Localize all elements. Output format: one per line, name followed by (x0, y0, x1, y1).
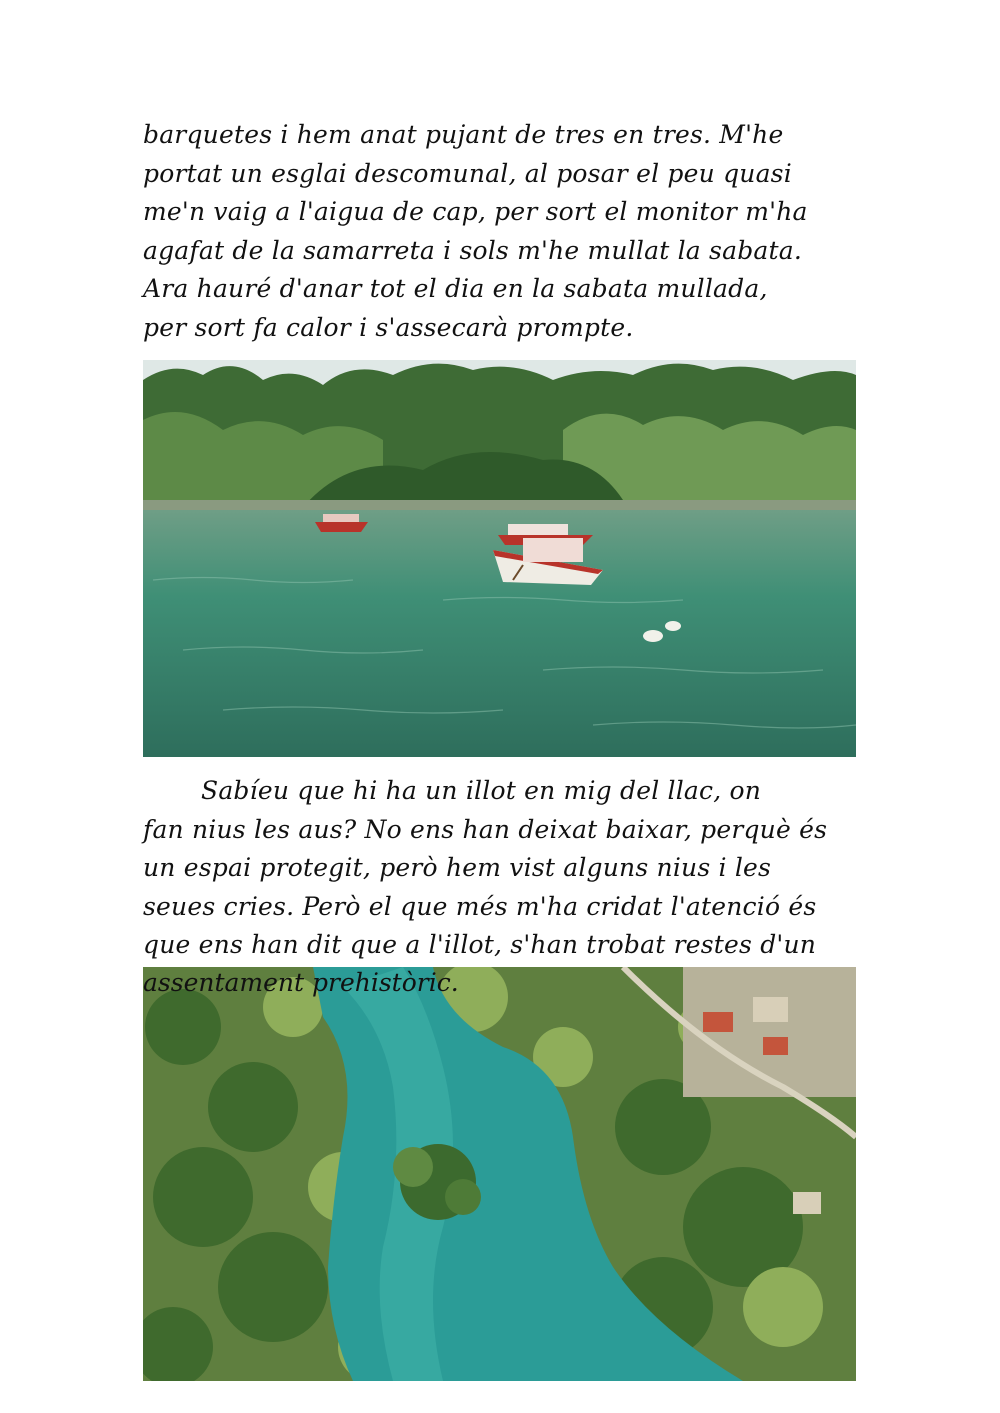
lake-boats-illustration (143, 360, 856, 757)
photo-aerial-lake (143, 967, 856, 1381)
text-line: que ens han dit que a l'illot, s'han trobat restes d'un (143, 930, 817, 959)
text-line: fan nius les aus? No ens han deixat baixar, perquè és (143, 814, 828, 844)
photo-lake-boats (143, 360, 856, 757)
text-line: portat un esglai descomunal, al posar el peu quasi (143, 158, 792, 188)
text-line: me'n vaig a l'aigua de cap, per sort el monitor m'ha (143, 197, 808, 226)
text-line: agafat de la samarreta i sols m'he mullat la sabata. (143, 235, 802, 265)
paragraph-boats (143, 116, 859, 347)
text-line: seues cries. Però el que més m'ha cridat l'atenció és (143, 891, 817, 921)
text-line: barquetes i hem anat pujant de tres en tres. M'he (143, 120, 784, 149)
paragraph-island (143, 772, 859, 965)
aerial-lake-illustration (143, 967, 856, 1381)
text-line: un espai protegit, però hem vist alguns nius i les (143, 853, 772, 882)
text-line: Sabíeu que hi ha un illot en mig del llac, on (201, 776, 762, 805)
text-line: per sort fa calor i s'assecarà prompte. (143, 312, 634, 342)
text-line: Ara hauré d'anar tot el dia en la sabata mullada, (143, 274, 768, 303)
text-line-last: assentament prehistòric. (143, 968, 459, 997)
